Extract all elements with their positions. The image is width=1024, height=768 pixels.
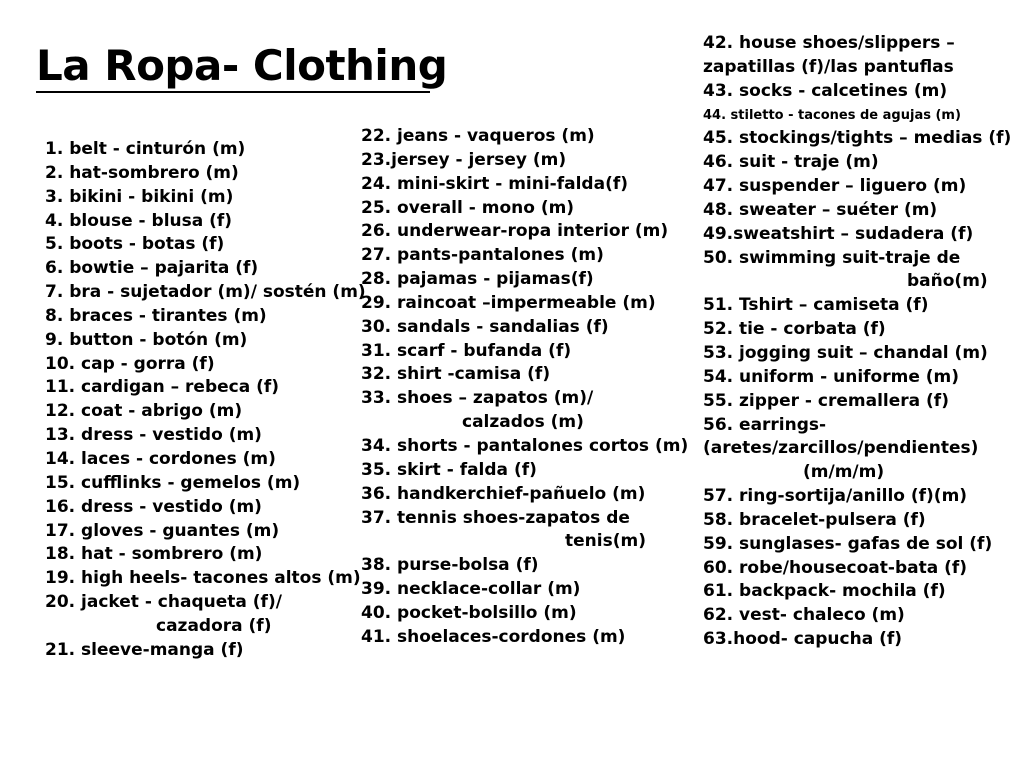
vocab-item: 3. bikini - bikini (m) [45,186,234,207]
vocab-item: 20. jacket - chaqueta (f)/ [45,592,282,613]
vocab-item: 57. ring-sortija/anillo (f)(m) [703,486,968,507]
vocab-item: 8. braces - tirantes (m) [45,305,267,326]
vocab-item: 35. skirt - falda (f) [361,459,537,480]
vocab-item-continuation: (m/m/m) [803,462,885,483]
vocab-item: 12. coat - abrigo (m) [45,401,243,422]
vocab-item: 53. jogging suit – chandal (m) [703,342,988,363]
vocab-item: 41. shoelaces-cordones (m) [361,626,626,647]
vocab-item: 55. zipper - cremallera (f) [703,390,949,411]
vocab-item: 62. vest- chaleco (m) [703,605,905,626]
vocab-item: 37. tennis shoes-zapatos de [361,507,630,528]
vocab-item-continuation: tenis(m) [565,531,646,552]
vocab-item-continuation: calzados (m) [462,412,584,433]
vocab-item: 56. earrings- [703,414,827,435]
vocab-item: 52. tie - corbata (f) [703,319,886,340]
vocab-item: 2. hat-sombrero (m) [45,162,239,183]
vocab-item: 23.jersey - jersey (m) [361,149,567,170]
vocab-item: 5. boots - botas (f) [45,234,225,255]
vocab-item: 40. pocket-bolsillo (m) [361,602,577,623]
vocab-item: 32. shirt -camisa (f) [361,364,551,385]
vocab-item: 27. pants-pantalones (m) [361,245,604,266]
vocab-item: 49.sweatshirt – sudadera (f) [703,223,974,244]
vocab-item: 58. bracelet-pulsera (f) [703,509,926,530]
vocab-item: 1. belt - cinturón (m) [45,139,246,159]
vocab-item: 45. stockings/tights – medias (f) [703,128,1012,149]
vocab-item-continuation: (aretes/zarcillos/pendientes) [703,438,979,459]
vocabulary-column-2 [361,125,688,650]
vocab-item: 34. shorts - pantalones cortos (m) [361,435,689,456]
vocab-item: 46. suit - traje (m) [703,152,879,173]
vocab-item: 25. overall - mono (m) [361,197,575,218]
vocab-item: 22. jeans - vaqueros (m) [361,126,595,146]
vocab-item-continuation: baño(m) [907,271,988,292]
vocab-item: 51. Tshirt – camiseta (f) [703,295,929,316]
vocab-item: 10. cap - gorra (f) [45,353,215,374]
vocab-item: 33. shoes – zapatos (m)/ [361,388,594,409]
vocab-item: 31. scarf - bufanda (f) [361,340,572,361]
page-title: La Ropa- Clothing [36,41,448,90]
vocab-item: 24. mini-skirt - mini-falda(f) [361,173,629,194]
vocab-item: 30. sandals - sandalias (f) [361,316,609,337]
vocabulary-column-3 [703,32,1011,652]
vocab-item: 42. house shoes/slippers – [703,33,955,53]
vocab-item: 19. high heels- tacones altos (m) [45,568,361,589]
vocab-item: 6. bowtie – pajarita (f) [45,258,259,279]
vocab-item: 13. dress - vestido (m) [45,425,262,446]
vocab-item: 16. dress - vestido (m) [45,496,262,517]
vocab-item-continuation: zapatillas (f)/las pantuflas [703,56,954,77]
vocab-item: 18. hat - sombrero (m) [45,544,263,565]
vocab-item: 14. laces - cordones (m) [45,448,276,469]
vocab-item: 60. robe/housecoat-bata (f) [703,557,968,578]
vocab-item: 43. socks - calcetines (m) [703,80,948,101]
vocab-item: 29. raincoat –impermeable (m) [361,292,656,313]
vocab-item: 54. uniform - uniforme (m) [703,366,960,387]
vocab-item: 38. purse-bolsa (f) [361,555,539,576]
vocab-item: 9. button - botón (m) [45,329,248,350]
vocab-item: 61. backpack- mochila (f) [703,581,946,602]
vocab-item: 44. stiletto - tacones de agujas (m) [703,107,961,123]
vocab-item: 4. blouse - blusa (f) [45,210,233,231]
vocab-item: 50. swimming suit-traje de [703,247,961,268]
vocabulary-column-1 [45,138,366,663]
vocab-item: 36. handkerchief-pañuelo (m) [361,483,646,504]
vocab-item: 7. bra - sujetador (m)/ sostén (m) [45,282,366,303]
vocab-item: 15. cufflinks - gemelos (m) [45,472,301,493]
vocab-item: 21. sleeve-manga (f) [45,639,244,660]
vocab-item: 39. necklace-collar (m) [361,579,581,600]
vocab-item: 11. cardigan – rebeca (f) [45,377,280,398]
vocab-item: 59. sunglases- gafas de sol (f) [703,533,993,554]
vocab-item: 28. pajamas - pijamas(f) [361,269,594,290]
vocab-item: 48. sweater – suéter (m) [703,199,938,220]
title-underline [36,91,430,93]
vocab-item: 17. gloves - guantes (m) [45,520,280,541]
vocab-item: 47. suspender – liguero (m) [703,176,967,197]
vocab-item: 26. underwear-ropa interior (m) [361,221,669,242]
vocab-item: 63.hood- capucha (f) [703,629,903,650]
vocab-item-continuation: cazadora (f) [156,615,272,636]
